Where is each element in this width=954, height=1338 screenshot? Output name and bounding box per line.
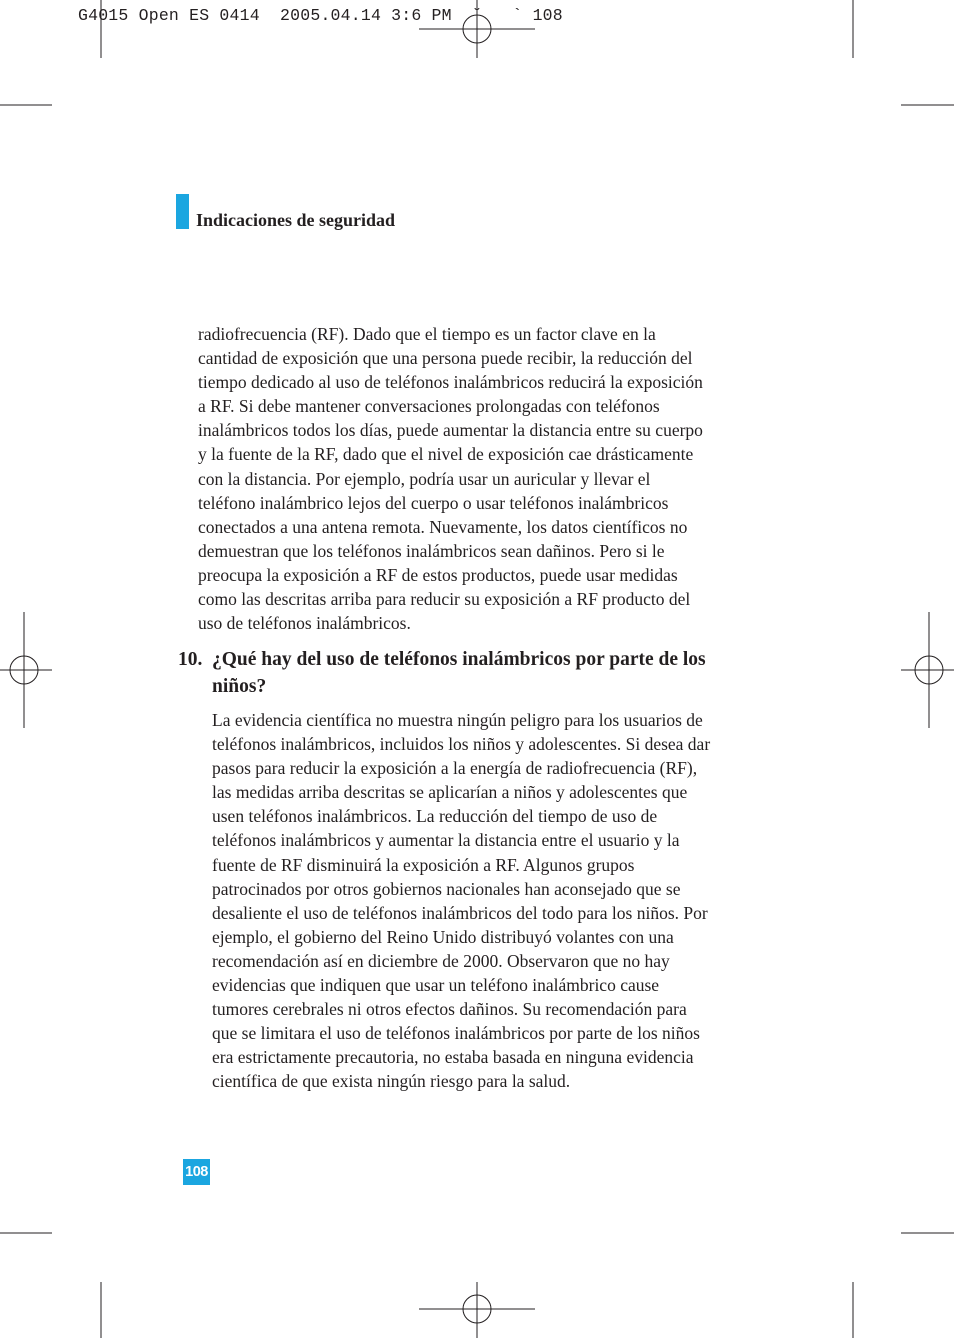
body-line: y la fuente de la RF, dado que el nivel de exposición cae drásticamente: [198, 444, 694, 465]
body-line: demuestran que los teléfonos inalámbricos sean dañinos. Pero si le: [198, 540, 665, 561]
answer-line: evidencias que indiquen que usar un teléfono inalámbrico cause: [212, 975, 660, 996]
body-line: tiempo dedicado al uso de teléfonos inalámbricos reducirá la exposición: [198, 372, 703, 393]
registration-mark-top: [419, 0, 535, 58]
section-accent-bar: [176, 194, 189, 229]
answer-line: ejemplo, el gobierno del Reino Unido distribuyó volantes con una: [212, 926, 674, 947]
question-text-line-2: niños?: [212, 675, 267, 697]
answer-line: usen teléfonos inalámbricos. La reducción del tiempo de uso de: [212, 806, 658, 827]
answer-line: fuente de RF disminuirá la exposición a RF. Algunos grupos: [212, 854, 635, 875]
answer-line: teléfonos inalámbricos, incluidos los niños y adolescentes. Si desea dar: [212, 734, 711, 755]
answer-line: científica de que exista ningún riesgo para la salud.: [212, 1071, 571, 1092]
answer-line: desaliente el uso de teléfonos inalámbricos del todo para los niños. Por: [212, 902, 708, 923]
body-line: conectados a una antena remota. Nuevamente, los datos científicos no: [198, 516, 688, 537]
body-line: teléfono inalámbrico lejos del cuerpo o usar teléfonos inalámbricos: [198, 492, 669, 513]
question-line-1: [178, 647, 778, 674]
answer-line: La evidencia científica no muestra ningún peligro para los usuarios de: [212, 710, 703, 730]
answer-line: pasos para reducir la exposición a la energía de radiofrecuencia (RF),: [212, 758, 698, 779]
answer-line: recomendación así en diciembre de 2000. Observaron que no hay: [212, 950, 670, 971]
page-number-badge: 108: [183, 1159, 210, 1185]
print-slug: G4015 Open ES 0414 2005.04.14 3:6 PM ˘ ` 108: [78, 6, 563, 25]
body-line: cantidad de exposición que una persona puede recibir, la reducción del: [198, 348, 693, 369]
body-line: inalámbricos todos los días, puede aumentar la distancia entre su cuerpo: [198, 420, 703, 441]
registration-mark-left: [0, 612, 52, 728]
body-line: con la distancia. Por ejemplo, podría usar un auricular y llevar el: [198, 468, 651, 489]
answer-line: tumores cerebrales ni otros efectos dañinos. Su recomendación para: [212, 999, 687, 1020]
body-line: preocupa la exposición a RF de estos productos, puede usar medidas: [198, 564, 678, 585]
body-line: uso de teléfonos inalámbricos.: [198, 613, 411, 634]
question-text-line-1: ¿Qué hay del uso de teléfonos inalámbricos por parte de los: [212, 649, 706, 670]
answer-line: las medidas arriba descritas se aplicarían a niños y adolescentes que: [212, 782, 688, 803]
question-heading: [178, 647, 778, 700]
answer-line: patrocinados por otros gobiernos nacionales han aconsejado que se: [212, 878, 681, 899]
body-paragraph: [198, 322, 764, 635]
section-title: Indicaciones de seguridad: [196, 210, 396, 230]
body-line: a RF. Si debe mantener conversaciones prolongadas con teléfonos: [198, 396, 660, 417]
question-number: 10.: [178, 649, 203, 670]
answer-paragraph: [212, 708, 772, 1094]
registration-mark-right: [901, 612, 954, 728]
answer-line: teléfonos inalámbricos y aumentar la distancia entre el usuario y la: [212, 830, 680, 851]
body-line: radiofrecuencia (RF). Dado que el tiempo es un factor clave en la: [198, 324, 656, 344]
answer-line: era estrictamente precautoria, no estaba basada en ninguna evidencia: [212, 1047, 694, 1068]
registration-mark-bottom: [419, 1282, 535, 1338]
body-line: como las descritas arriba para reducir su exposición a RF producto del: [198, 589, 691, 610]
answer-line: que se limitara el uso de teléfonos inalámbricos por parte de los niños: [212, 1023, 700, 1044]
